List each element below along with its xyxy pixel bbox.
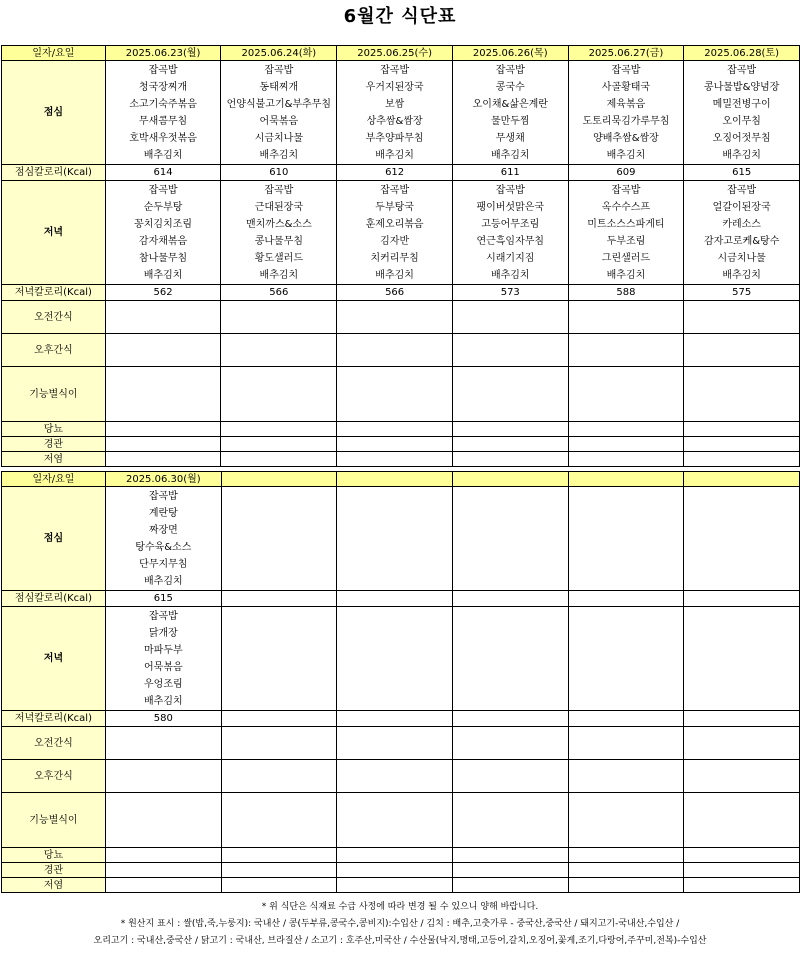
meal-cell <box>452 181 568 285</box>
menu-item: 잡곡밥 <box>727 184 757 196</box>
menu-item: 카레소스 <box>722 218 761 230</box>
menu-item: 시래기지짐 <box>486 252 535 264</box>
menu-item: 근대된장국 <box>254 201 303 213</box>
menu-item: 황도샐러드 <box>254 252 303 264</box>
menu-item: 배추김치 <box>606 149 646 161</box>
menu-item: 감자채볶음 <box>138 235 188 247</box>
meal-cell <box>684 181 800 285</box>
menu-item: 짜장면 <box>148 524 178 536</box>
tube-feeding-label: 경관 <box>2 863 106 878</box>
menu-item: 잡곡밥 <box>380 184 410 196</box>
date-header-row <box>2 472 800 487</box>
lunch-label: 점심 <box>2 487 106 591</box>
kcal-value: 609 <box>568 165 684 181</box>
menu-item: 잡곡밥 <box>264 64 294 76</box>
menu-item: 순두부탕 <box>143 201 183 213</box>
meal-cell <box>452 61 568 165</box>
afternoon-snack-label: 오후간식 <box>2 760 106 793</box>
lunch-kcal-row <box>2 165 800 181</box>
menu-item: 어묵볶음 <box>144 661 183 673</box>
menu-item: 잡곡밥 <box>727 64 757 76</box>
note-origin-continued: 오리고기 : 국내산,중국산 / 닭고기 : 국내산, 브라질산 / 소고기 : 호주산,미국산 / 수산물(낙지,명태,고등어,갈치,오징어,꽃게,조기,다랑어,주꾸미,전복)-수입산 <box>93 936 707 946</box>
menu-item: 잡곡밥 <box>148 490 178 502</box>
menu-item: 잡곡밥 <box>148 610 178 622</box>
menu-item: 무새콤무침 <box>138 115 188 127</box>
menu-item: 참나물무침 <box>138 252 188 264</box>
morning-snack-label: 오전간식 <box>2 301 106 334</box>
menu-item: 단무지무침 <box>139 558 188 570</box>
kcal-value: 588 <box>568 285 684 301</box>
menu-item: 배추김치 <box>259 149 299 161</box>
meal-cell <box>105 61 221 165</box>
menu-item: 감자고로케&탕수 <box>703 235 780 247</box>
menu-item: 상추쌈&쌈장 <box>366 115 423 127</box>
menu-item: 배추김치 <box>490 149 530 161</box>
menu-item: 잡곡밥 <box>148 64 178 76</box>
date-cell: 2025.06.24(화) <box>221 46 337 61</box>
menu-item: 팽이버섯맑은국 <box>476 201 545 213</box>
menu-item: 마파두부 <box>144 644 183 656</box>
date-cell: 2025.06.25(수) <box>337 46 453 61</box>
menu-item: 양배추쌈&쌈장 <box>593 132 659 144</box>
kcal-value: 573 <box>452 285 568 301</box>
menu-item: 훈제오리볶음 <box>365 218 424 230</box>
menu-item: 배추김치 <box>144 575 183 587</box>
menu-item: 그린샐러드 <box>601 252 651 264</box>
menu-item: 어묵볶음 <box>259 115 299 127</box>
meal-cell <box>221 181 337 285</box>
dinner-kcal-label: 저녁칼로리(Kcal) <box>2 285 106 301</box>
menu-item: 배추김치 <box>722 149 761 161</box>
menu-item: 배추김치 <box>259 269 299 281</box>
dinner-kcal-label: 저녁칼로리(Kcal) <box>2 711 106 727</box>
date-cell <box>337 472 453 487</box>
menu-item: 동태찌개 <box>259 81 299 93</box>
menu-item: 미트소스스파게티 <box>587 218 665 230</box>
menu-item: 배추김치 <box>375 269 414 281</box>
morning-snack-row <box>2 727 800 760</box>
meal-cell <box>568 181 684 285</box>
dinner-label: 저녁 <box>2 607 106 711</box>
afternoon-snack-row <box>2 760 800 793</box>
kcal-value: 566 <box>337 285 453 301</box>
kcal-value: 612 <box>337 165 453 181</box>
menu-item: 배추김치 <box>143 149 183 161</box>
menu-item: 꽁치김치조림 <box>134 218 193 230</box>
low-salt-row <box>2 452 800 467</box>
meal-cell <box>105 487 221 591</box>
header-label: 일자/요일 <box>2 472 106 487</box>
morning-snack-row <box>2 301 800 334</box>
menu-item: 언양식불고기&부추무침 <box>226 98 332 110</box>
date-cell: 2025.06.28(토) <box>684 46 800 61</box>
menu-item: 무생채 <box>495 132 525 144</box>
menu-item: 맨치까스&소스 <box>245 218 312 230</box>
menu-item: 배추김치 <box>143 269 183 281</box>
functional-diet-row <box>2 793 800 848</box>
meal-cell <box>337 61 453 165</box>
meal-cell <box>568 61 684 165</box>
date-cell <box>568 472 684 487</box>
lunch-row <box>2 487 800 591</box>
low-salt-label: 저염 <box>2 452 106 467</box>
lunch-row <box>2 61 800 165</box>
menu-item: 시금치나물 <box>717 252 766 264</box>
menu-item: 오징어젓무침 <box>712 132 771 144</box>
menu-item: 제육볶음 <box>606 98 646 110</box>
date-cell: 2025.06.30(월) <box>105 472 221 487</box>
low-salt-row <box>2 878 800 893</box>
menu-item: 배추김치 <box>144 695 183 707</box>
note-origin: * 원산지 표시 : 쌀(밥,죽,누룽지): 국내산 / 콩(두부류,콩국수,콩비지):수입산 / 김치 : 배추,고춧가루 - 중국산,중국산 / 돼지고기-국내산,수입산 / <box>120 919 680 929</box>
menu-item: 잡곡밥 <box>148 184 178 196</box>
page-title: 6월간 식단표 <box>343 6 457 27</box>
functional-diet-label: 기능별식이 <box>2 367 106 422</box>
menu-item: 김자반 <box>380 235 410 247</box>
menu-item: 얼갈이된장국 <box>712 201 771 213</box>
diabetes-label: 당뇨 <box>2 422 106 437</box>
menu-item: 오이채&삶은계란 <box>472 98 548 110</box>
menu-item: 배추김치 <box>606 269 646 281</box>
afternoon-snack-row <box>2 334 800 367</box>
menu-item: 배추김치 <box>375 149 414 161</box>
menu-item: 고등어무조림 <box>481 218 540 230</box>
date-cell <box>453 472 569 487</box>
week1-menu-table <box>1 45 800 467</box>
tube-feeding-row <box>2 863 800 878</box>
menu-item: 호박새우젓볶음 <box>129 132 197 144</box>
menu-item: 콩국수 <box>495 81 525 93</box>
diabetes-label: 당뇨 <box>2 848 106 863</box>
dinner-row <box>2 607 800 711</box>
low-salt-label: 저염 <box>2 878 106 893</box>
date-cell <box>684 472 800 487</box>
week2-menu-table <box>1 471 800 893</box>
note-change: * 위 식단은 식재료 수급 사정에 따라 변경 될 수 있으니 양해 바랍니다. <box>261 902 539 912</box>
menu-item: 우거지된장국 <box>365 81 424 93</box>
morning-snack-label: 오전간식 <box>2 727 106 760</box>
date-cell: 2025.06.26(목) <box>452 46 568 61</box>
kcal-value: 580 <box>105 711 221 727</box>
lunch-kcal-row <box>2 591 800 607</box>
diabetes-row <box>2 848 800 863</box>
menu-item: 잡곡밥 <box>380 64 410 76</box>
date-cell: 2025.06.27(금) <box>568 46 684 61</box>
menu-item: 보쌈 <box>384 98 405 110</box>
menu-item: 잡곡밥 <box>611 64 641 76</box>
footnotes <box>0 899 800 950</box>
menu-item: 잡곡밥 <box>495 184 525 196</box>
lunch-kcal-label: 점심칼로리(Kcal) <box>2 591 106 607</box>
lunch-label: 점심 <box>2 61 106 165</box>
menu-item: 두부탕국 <box>375 201 414 213</box>
kcal-value: 611 <box>452 165 568 181</box>
kcal-value: 615 <box>105 591 221 607</box>
menu-item: 메밀전병구이 <box>712 98 771 110</box>
menu-item: 잡곡밥 <box>264 184 294 196</box>
diabetes-row <box>2 422 800 437</box>
menu-item: 옥수수스프 <box>601 201 651 213</box>
menu-item: 부추양파무침 <box>365 132 424 144</box>
kcal-value: 575 <box>684 285 800 301</box>
tube-feeding-row <box>2 437 800 452</box>
functional-diet-label: 기능별식이 <box>2 793 106 848</box>
tube-feeding-label: 경관 <box>2 437 106 452</box>
menu-item: 청국장찌개 <box>138 81 188 93</box>
functional-diet-row <box>2 367 800 422</box>
date-header-row <box>2 46 800 61</box>
meal-cell <box>337 181 453 285</box>
menu-item: 두부조림 <box>606 235 646 247</box>
dinner-label: 저녁 <box>2 181 106 285</box>
date-cell <box>221 472 337 487</box>
lunch-kcal-label: 점심칼로리(Kcal) <box>2 165 106 181</box>
meal-cell <box>684 61 800 165</box>
dinner-kcal-row <box>2 285 800 301</box>
menu-item: 잡곡밥 <box>495 64 525 76</box>
kcal-value: 562 <box>105 285 221 301</box>
header-label: 일자/요일 <box>2 46 106 61</box>
dinner-kcal-row <box>2 711 800 727</box>
menu-item: 우엉조림 <box>144 678 183 690</box>
kcal-value: 610 <box>221 165 337 181</box>
afternoon-snack-label: 오후간식 <box>2 334 106 367</box>
menu-item: 소고기숙주볶음 <box>129 98 197 110</box>
dinner-row <box>2 181 800 285</box>
menu-item: 배추김치 <box>722 269 761 281</box>
menu-item: 잡곡밥 <box>611 184 641 196</box>
menu-item: 콩나물밥&양념장 <box>703 81 780 93</box>
menu-item: 오이무침 <box>722 115 761 127</box>
date-cell: 2025.06.23(월) <box>105 46 221 61</box>
menu-item: 닭개장 <box>148 627 178 639</box>
kcal-value: 615 <box>684 165 800 181</box>
menu-item: 계란탕 <box>148 507 178 519</box>
meal-cell <box>105 607 221 711</box>
menu-item: 연근흑임자무침 <box>476 235 545 247</box>
menu-item: 콩나물무침 <box>254 235 303 247</box>
kcal-value: 614 <box>105 165 221 181</box>
menu-item: 배추김치 <box>490 269 530 281</box>
menu-item: 시금치나물 <box>254 132 303 144</box>
menu-item: 도토리묵김가루무침 <box>582 115 670 127</box>
kcal-value: 566 <box>221 285 337 301</box>
menu-item: 탕수육&소스 <box>135 541 192 553</box>
menu-item: 사골황태국 <box>601 81 651 93</box>
meal-cell <box>105 181 221 285</box>
menu-item: 치커리무침 <box>370 252 419 264</box>
menu-item: 물만두찜 <box>490 115 530 127</box>
meal-cell <box>221 61 337 165</box>
